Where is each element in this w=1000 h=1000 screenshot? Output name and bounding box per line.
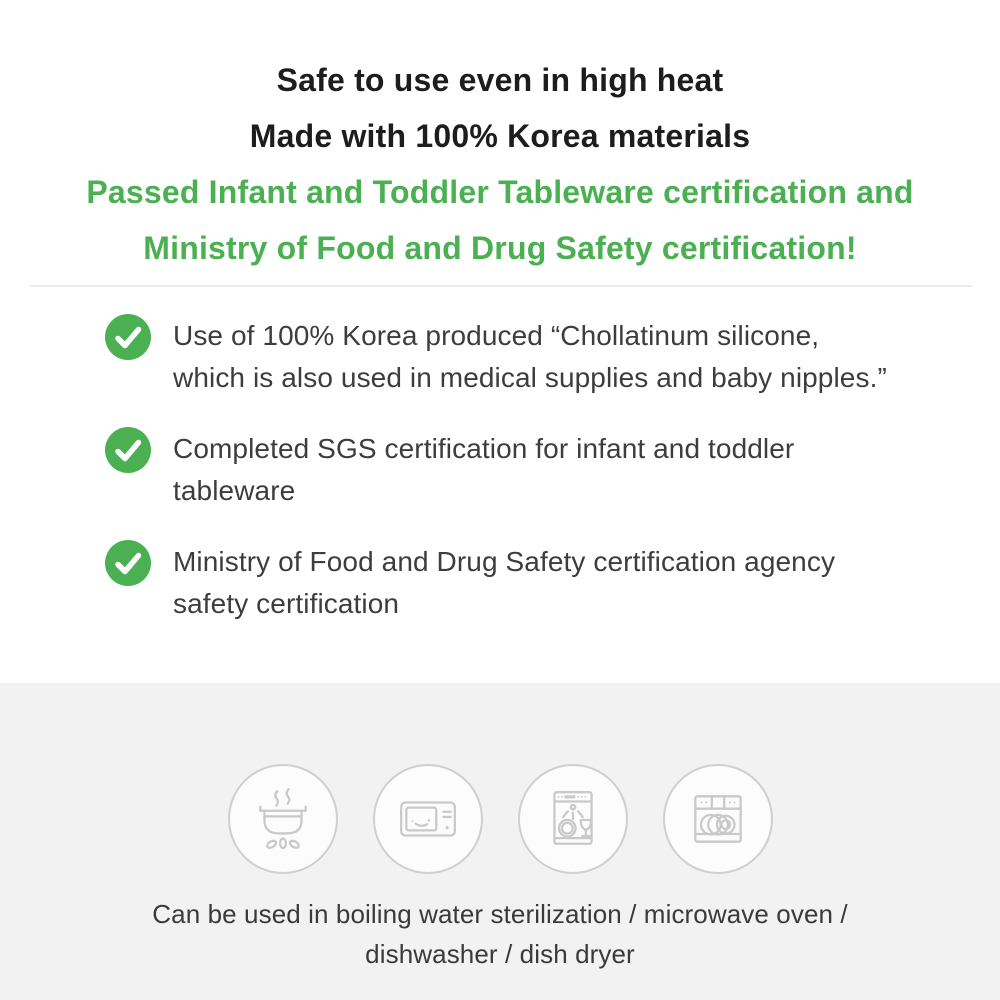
usage-caption-line-2: dishwasher / dish dryer bbox=[365, 939, 635, 969]
feature-line: safety certification bbox=[173, 588, 400, 619]
boiling-pot-icon bbox=[228, 764, 338, 874]
feature-line: Completed SGS certification for infant and toddler bbox=[173, 433, 795, 464]
feature-item-silicone bbox=[105, 315, 945, 399]
feature-line: Use of 100% Korea produced “Chollatinum silicone, bbox=[173, 320, 820, 351]
feature-item-sgs bbox=[105, 428, 945, 512]
header bbox=[0, 0, 1000, 276]
usage-caption bbox=[0, 894, 1000, 974]
feature-line: tableware bbox=[173, 475, 296, 506]
feature-list bbox=[105, 315, 945, 625]
header-highlight-2: Ministry of Food and Drug Safety certification! bbox=[143, 230, 857, 266]
feature-item-mfds bbox=[105, 541, 945, 625]
feature-line: Ministry of Food and Drug Safety certification agency bbox=[173, 546, 836, 577]
feature-line: which is also used in medical supplies and baby nipples.” bbox=[173, 362, 887, 393]
usage-section bbox=[0, 683, 1000, 1000]
usage-caption-line-1: Can be used in boiling water sterilization / microwave oven / bbox=[152, 899, 848, 929]
check-icon bbox=[105, 314, 151, 360]
header-line-1: Safe to use even in high heat bbox=[276, 62, 724, 98]
icon-row bbox=[0, 683, 1000, 874]
feature-text bbox=[173, 428, 794, 512]
microwave-icon bbox=[373, 764, 483, 874]
check-icon bbox=[105, 427, 151, 473]
divider bbox=[30, 285, 972, 287]
check-icon bbox=[105, 540, 151, 586]
header-highlight-1: Passed Infant and Toddler Tableware certification and bbox=[86, 174, 914, 210]
dish-dryer-icon bbox=[663, 764, 773, 874]
header-line-2: Made with 100% Korea materials bbox=[249, 118, 751, 154]
feature-text bbox=[173, 315, 887, 399]
feature-text bbox=[173, 541, 835, 625]
dishwasher-icon bbox=[518, 764, 628, 874]
